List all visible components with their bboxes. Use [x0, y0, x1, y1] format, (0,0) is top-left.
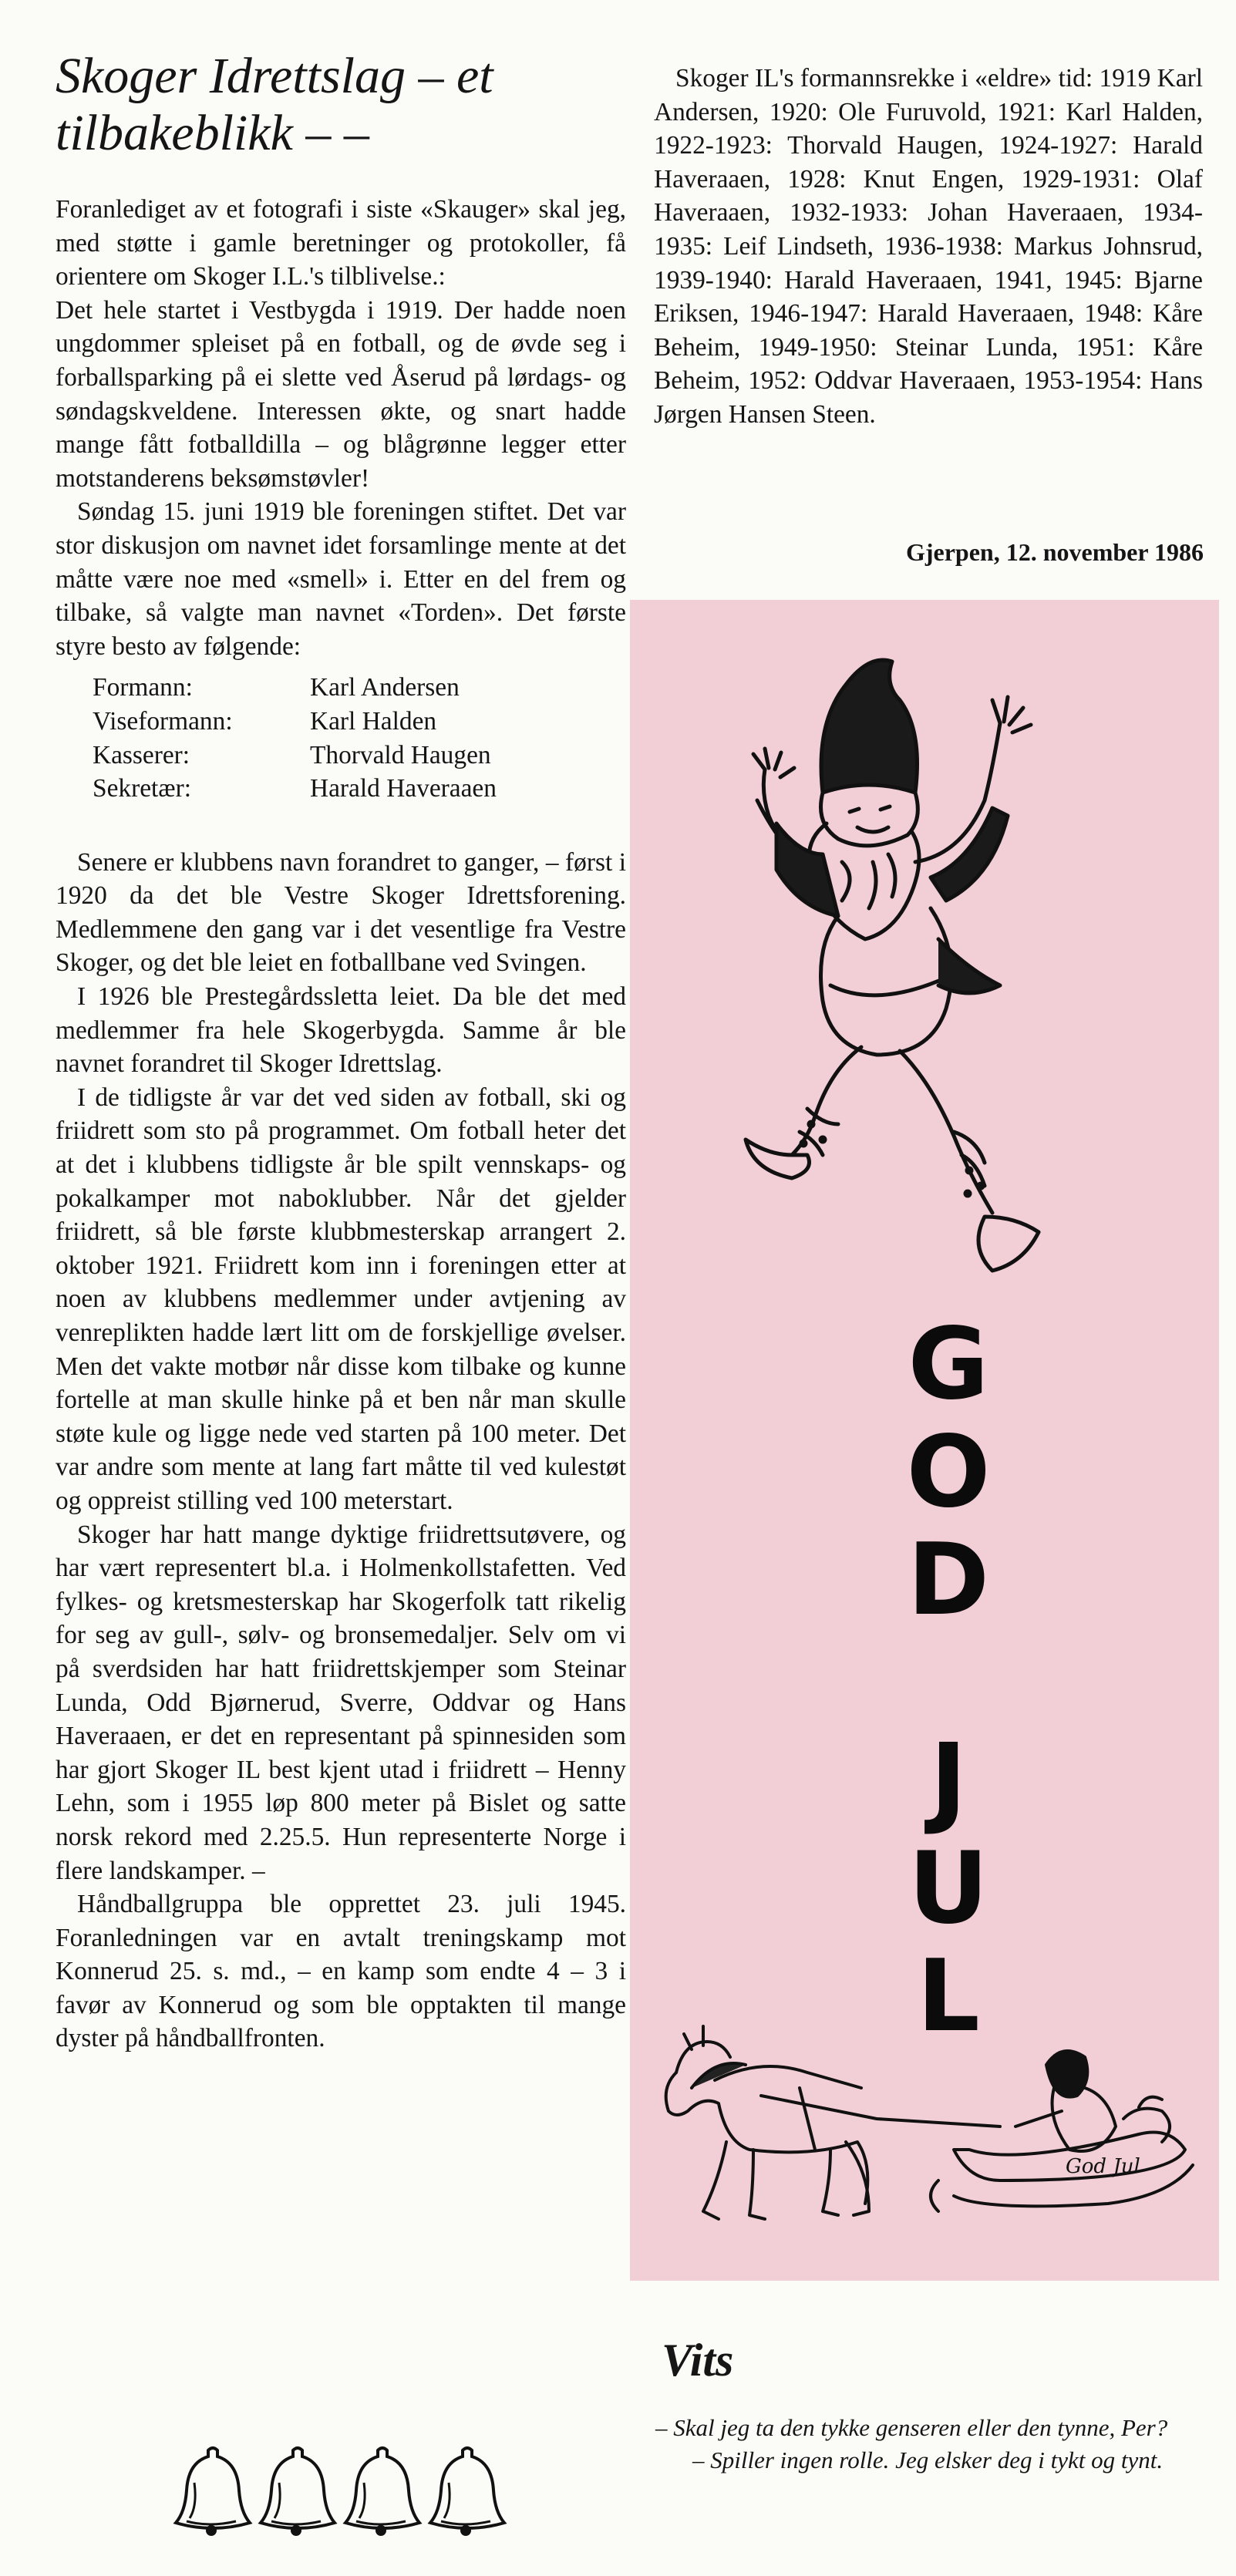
greeting-letter: U	[908, 1831, 988, 1946]
bell-icon	[426, 2444, 507, 2538]
article-paragraph: Håndballgruppa ble opprettet 23. juli 1945. Foranledningen var en avtalt treningskamp mot Konnerud 25. s. md., – en kamp som endte 4 – 3 i favør av Konnerud og som ble opptakten til mange dyster på håndballfronten.	[56, 1890, 626, 2053]
bell-icon	[256, 2444, 338, 2538]
sleigh-label: God Jul	[1066, 2155, 1140, 2178]
joke-title: Vits	[662, 2335, 734, 2386]
greeting-jul	[848, 1723, 1049, 2054]
article-paragraph: Søndag 15. juni 1919 ble foreningen stiftet. Det var stor diskusjon om navnet idet forsamlinge mente at det måtte være noe med «smell» i. Etter en del frem og tilbake, så valgte man navnet «Torden». Det første styre besto av følgende:	[56, 497, 626, 661]
greeting-letter: D	[907, 1523, 990, 1638]
article-paragraph: I de tidligste år var det ved siden av fotball, ski og friidrett som sto på programmet. Om fotball heter det at det i klubbens tidligste år ble spilt vennskaps- og pokalkamper mot naboklubber. Når det gjelder friidrett, så ble første klubbmesterskap arrangert 2. oktober 1921. Friidrett kom inn i foreningen etter at noen av klubbens medlemmer under avtjening av venreplikten hadde lært litt om de forskjellige øvelser. Men det vakte motbør når disse kom tilbake og kunne fortelle at man skulle hinke på et ben når man skulle støte kule og ligge nede ved starten på 100 meter. Det var andre som mente at lang fart måtte til ved kulestøt og oppreist stilling ved 100 meterstart.	[56, 1083, 626, 1515]
article-paragraph: I 1926 ble Prestegårdssletta leiet. Da ble det med medlemmer fra hele Skogerbygda. Samme år ble navnet forandret til Skoger Idrettslag.	[56, 982, 626, 1079]
greeting-letter: O	[906, 1415, 991, 1530]
article-paragraph: Foranlediget av et fotografi i siste «Skauger» skal jeg, med støtte i gamle beretninger og protokoller, få orientere om Skoger I.L.'s tilblivelse.:	[56, 195, 626, 291]
board-role: Sekretær:	[93, 774, 191, 803]
article-column	[56, 48, 626, 2056]
board-role: Kasserer:	[93, 740, 190, 769]
article-paragraph: Senere er klubbens navn forandret to ganger, – først i 1920 da det ble Vestre Skoger Idrettsforening. Medlemmene den gang var i det vesentlige fra Vestre Skoger, og det ble leiet en fotballbane ved Svingen.	[56, 847, 626, 978]
bell-icon	[341, 2444, 423, 2538]
board-list	[93, 671, 626, 805]
joke-line: – Spiller ingen rolle. Jeg elsker deg i tykt og tynt.	[692, 2446, 1164, 2473]
board-name: Thorvald Haugen	[310, 740, 491, 769]
board-name: Harald Haveraaen	[310, 774, 497, 803]
joke-text	[655, 2412, 1218, 2476]
dancing-gnome-icon	[707, 631, 1077, 1332]
greeting-letter: J	[930, 1723, 967, 1838]
article-paragraph: Skoger har hatt mange dyktige friidrettsutøvere, og har vært representert bl.a. i Holmenkollstafetten. Ved fylkes- og kretsmesterskap har Skogerfolk tatt rikelig for seg av gull-, sølv- og bronsemedaljer. Selv om vi på sverdsiden har hatt friidrettskjemper som Steinar Lunda, Odd Bjørnerud, Sverre, Oddvar og Hans Haveraaen, er det en representant på spinnesiden som har gjort Skoger IL best kjent utad i friidrett – Henny Lehn, som i 1955 løp 800 meter på Bislet og satte norsk rekord med 2.25.5. Hun representerte Norge i flere landskamper. –	[56, 1520, 626, 1885]
article-title: Skoger Idrettslag – et tilbakeblikk – –	[56, 48, 493, 161]
greeting-god	[848, 1307, 1049, 1638]
board-name: Karl Andersen	[310, 673, 460, 702]
board-name: Karl Halden	[310, 706, 437, 736]
greeting-letter: G	[908, 1307, 989, 1422]
bell-icon	[171, 2444, 253, 2538]
article-paragraph: Det hele startet i Vestbygda i 1919. Der hadde noen ungdommer spleiset på en fotball, og de øvde seg i forballsparking på ei slette ved Åserud på lørdags- og søndagskveldene. Interessen økte, og snart hadde mange fått fotballdilla – og blågrønne legger etter motstanderens beksømstøvler!	[56, 295, 626, 493]
greeting-letter: L	[917, 1939, 980, 2054]
joke-line: – Skal jeg ta den tykke genseren eller den tynne, Per?	[655, 2414, 1168, 2441]
board-role: Viseformann:	[93, 706, 233, 736]
board-role: Formann:	[93, 673, 193, 702]
chairmen-column	[654, 62, 1203, 432]
bells-decoration	[171, 2444, 507, 2538]
article-signature: Gjerpen, 12. november 1986	[905, 538, 1204, 566]
chairmen-list: Skoger IL's formannsrekke i «eldre» tid: 1919 Karl Andersen, 1920: Ole Furuvold, 1921: Karl Halden, 1922-1923: Thorvald Haugen, 1924-1927: Harald Haveraaen, 1928: Knut Engen, 1929-1931: Olaf Haveraaen, 1932-1933: Johan Haveraaen, 1934-1935: Leif Lindseth, 1936-1938: Markus Johnsrud, 1939-1940: Harald Haveraaen, 1941, 1945: Bjarne Eriksen, 1946-1947: Harald Haveraaen, 1948: Kåre Beheim, 1949-1950: Steinar Lunda, 1951: Kåre Beheim, 1952: Oddvar Haveraaen, 1953-1954: Hans Jørgen Hansen Steen.	[654, 64, 1203, 429]
